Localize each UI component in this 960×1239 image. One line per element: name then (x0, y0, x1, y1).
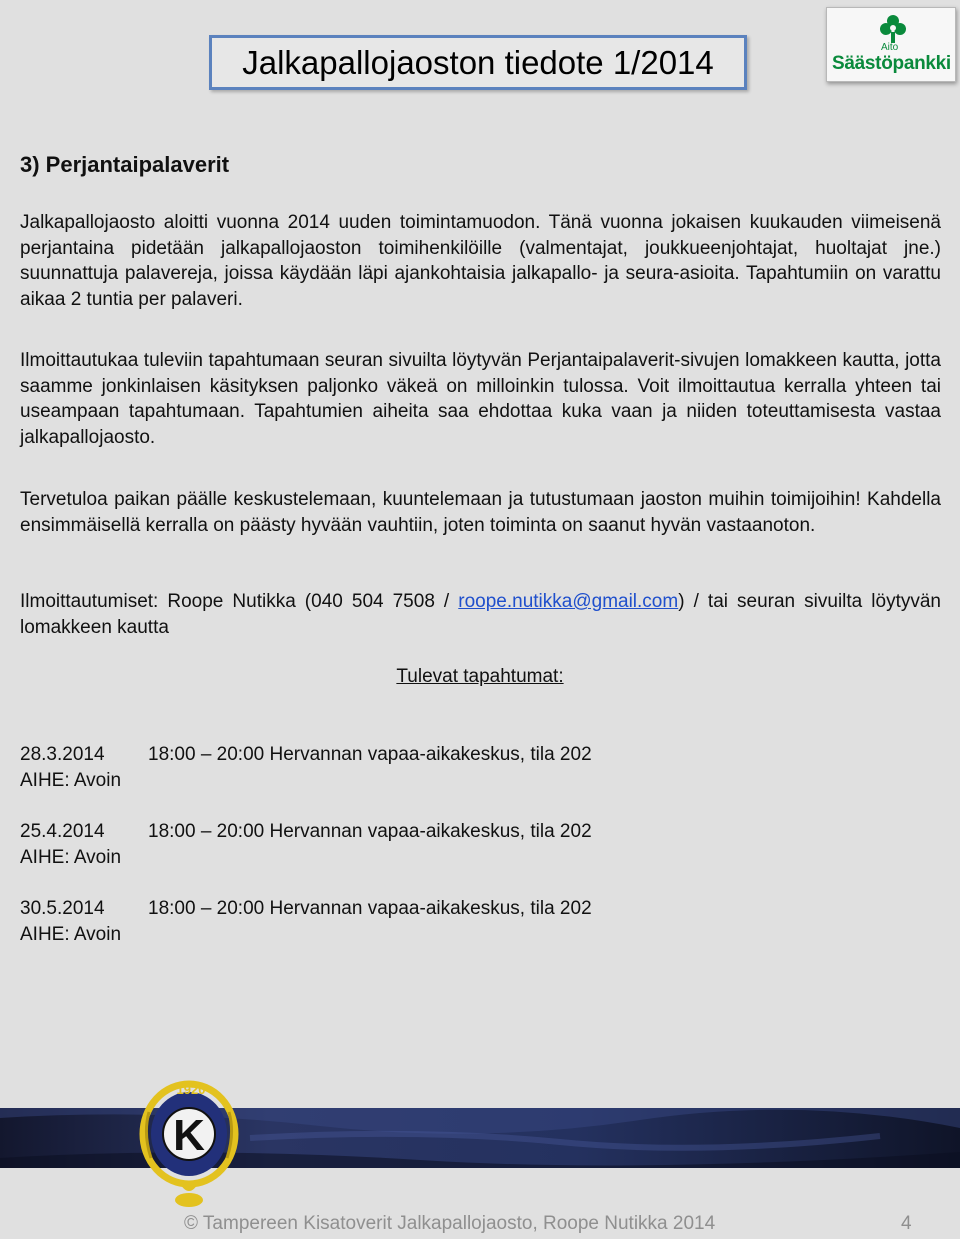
page-number: 4 (901, 1213, 912, 1234)
email-link[interactable]: roope.nutikka@gmail.com (458, 591, 679, 612)
section-heading: 3) Perjantaipalaverit (20, 152, 230, 177)
events-heading: Tulevat tapahtumat: (396, 666, 564, 687)
event-item (20, 742, 592, 794)
footer-copyright: © Tampereen Kisatoverit Jalkapallojaosto, Roope Nutikka 2014 (184, 1213, 716, 1234)
event-topic: AIHE: Avoin (20, 924, 122, 945)
crest-letter: K (173, 1111, 205, 1160)
document-title: Jalkapallojaoston tiedote 1/2014 (209, 35, 747, 90)
event-topic: AIHE: Avoin (20, 770, 122, 791)
contact-text-end: ) / tai seuran sivuilta löytyvän lomakkeen kautta (20, 591, 941, 638)
welcome-paragraph: Tervetuloa paikan päälle keskustelemaan, kuuntelemaan ja tutustumaan jaoston muihin toimijoihin! Kahdella ensimmäisellä kerralla on päästy hyvään vauhtiin, joten toiminta on saanut hyvän vastaanoton. (20, 489, 941, 536)
event-item (20, 896, 592, 948)
event-details: 18:00 – 20:00 Hervannan vapaa-aikakeskus, tila 202 (148, 821, 592, 842)
event-date: 25.4.2014 (20, 821, 105, 842)
contact-paragraph (20, 589, 941, 640)
club-crest-logo (135, 1072, 245, 1212)
intro-paragraph: Jalkapallojaosto aloitti vuonna 2014 uuden toimintamuodon. Tänä vuonna jokaisen kuukauden viimeisenä perjantaina pidetään jalkapallojaoston toimihenkilöille (valmentajat, joukkueenjohtajat, huoltajat jne.) suunnattuja palavereja, joissa käydään läpi ajankohtaisia jalkapallo- ja seura-asioita. Tapahtumiin on varattu aikaa 2 tuntia per palaveri. (20, 212, 941, 311)
registration-paragraph: Ilmoittautukaa tuleviin tapahtumaan seuran sivuilta löytyvän Perjantaipalaverit-sivujen lomakkeen kautta, jotta saamme jonkinlaisen käsityksen paljonko väkeä on milloinkin tulossa. Voit ilmoittautua kerralla yhteen tai useampaan tapahtumaan. Tapahtumien aiheita saa ehdottaa kuka vaan ja niiden toteuttamisesta vastaa jalkapallojaosto. (20, 350, 941, 449)
logo-bank-name: Säästöpankki (832, 53, 951, 74)
contact-text: Ilmoittautumiset: Roope Nutikka (040 504 7508 / (20, 591, 459, 612)
logo-aito-text: Aito (881, 42, 899, 53)
event-details: 18:00 – 20:00 Hervannan vapaa-aikakeskus, tila 202 (148, 898, 592, 919)
event-details: 18:00 – 20:00 Hervannan vapaa-aikakeskus, tila 202 (148, 744, 592, 765)
event-topic: AIHE: Avoin (20, 847, 122, 868)
event-item (20, 819, 592, 871)
crest-year: 1920 (176, 1082, 206, 1097)
saastopankki-logo (826, 7, 956, 82)
event-date: 28.3.2014 (20, 744, 105, 765)
event-date: 30.5.2014 (20, 898, 105, 919)
